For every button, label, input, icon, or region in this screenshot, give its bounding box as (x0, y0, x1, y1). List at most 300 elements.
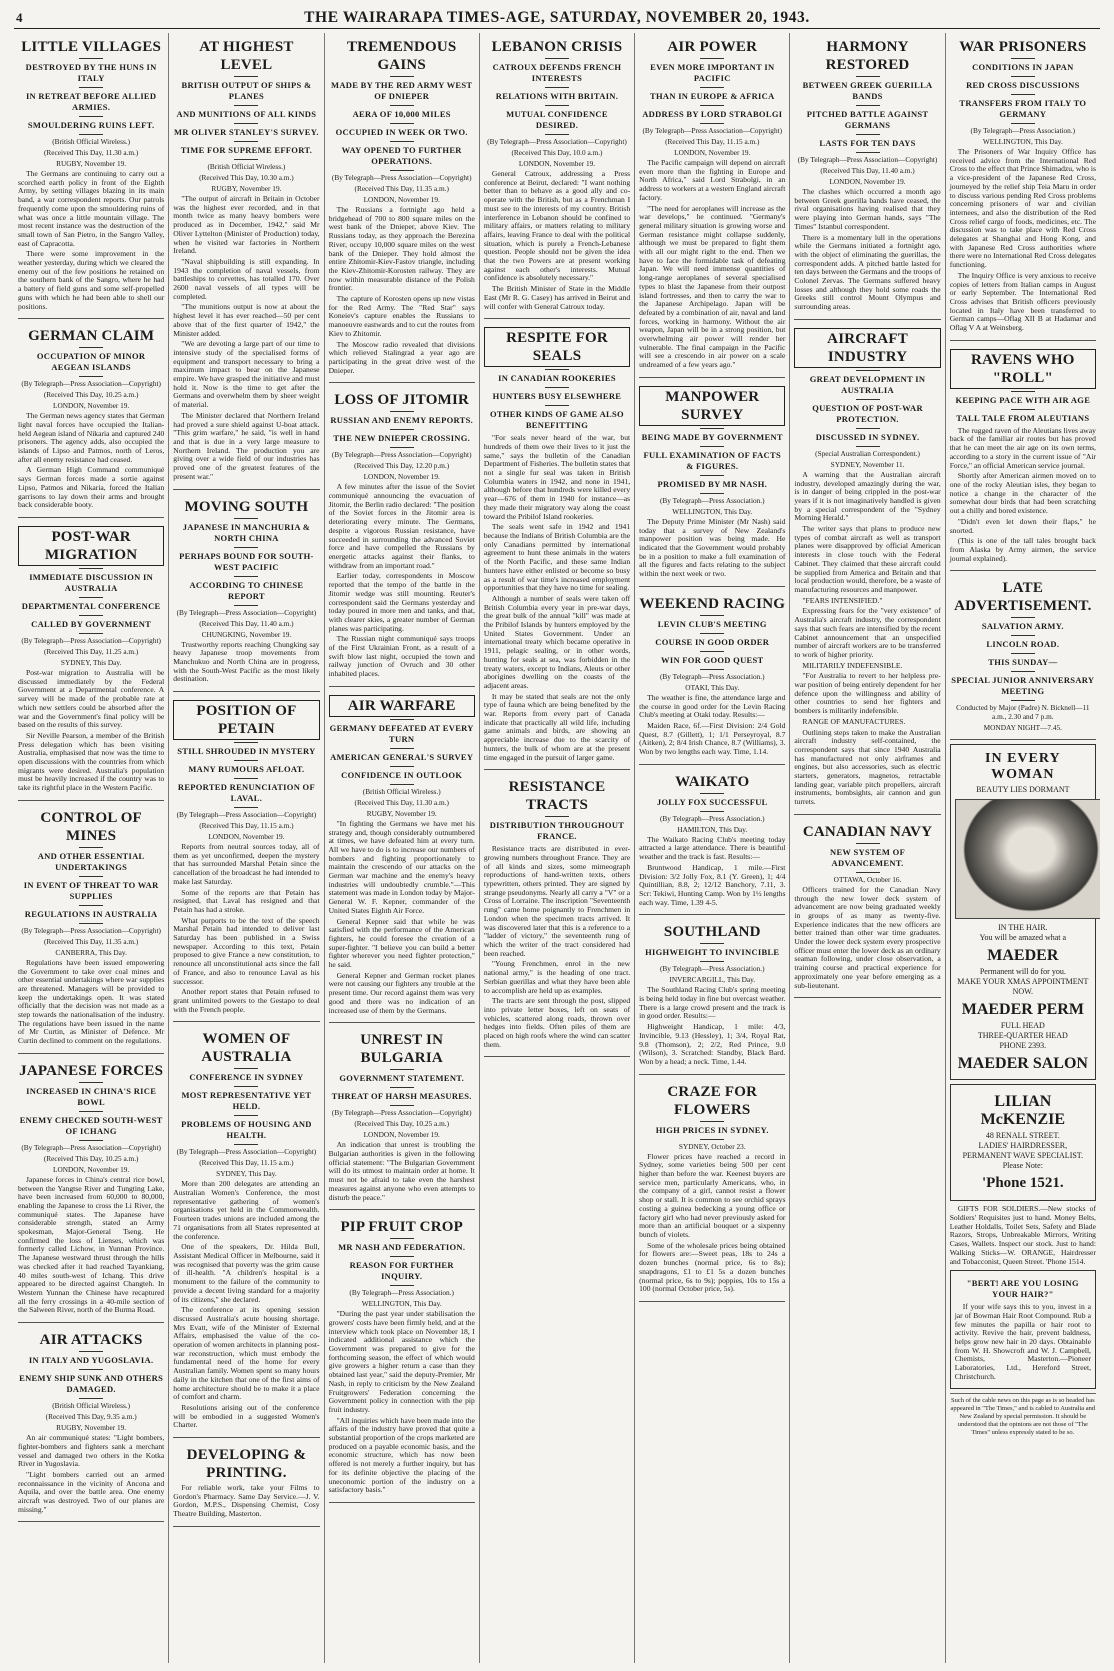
article-dateline: LONDON, November 19. (53, 401, 130, 411)
article-deck: BEING MADE BY GOVERNMENT (641, 431, 783, 442)
article-dateline: (Received This Day, 11.35 a.m.) (43, 936, 139, 946)
article (639, 918, 785, 1074)
article-paragraph: "During the past year under stabilisation the growers' costs have been firmly held, and at the interview which took place on November 18, I indicated additional assistance which the Government was prepared to give for the forthcoming season, the effect of which would give growers a higher return a case than they obtained last year," said the deputy-Premier, Mr Nash, in reply to criticism by the New Zealand Fruitgrowers' Federation concerning the Government policy in connection with the pip fruit industry. (328, 1309, 475, 1414)
deck-divider (700, 793, 724, 794)
ad-brand: LILIAN McKENZIE (980, 1093, 1066, 1129)
column-4 (480, 33, 635, 1663)
article-deck: IN EVENT OF THREAT TO WAR SUPPLIES (23, 879, 159, 901)
article-deck: LASTS FOR TEN DAYS (819, 138, 916, 148)
article-body (18, 170, 164, 311)
article-deck: EVEN MORE IMPORTANT IN PACIFIC (650, 62, 775, 83)
article-dateline: (By Telegraph—Press Association—Copyright) (797, 155, 938, 164)
article-dateline: (Received This Day, 11.30 a.m.) (43, 148, 139, 157)
deck-divider (79, 876, 103, 877)
article-dateline: (By Telegraph—Press Association—Copyright) (331, 450, 472, 460)
deck-divider (234, 159, 258, 160)
deck-divider (390, 76, 414, 77)
article (18, 1326, 164, 1522)
article-body (484, 170, 630, 311)
article-paragraph: An indication that unrest is troubling the Bulgarian authorities is given in the following official statement: "The Bulgarian Government will do its utmost to maintain order at home. It must not be afraid to take even the harshest measures against anyone who even attempts to disturb the peace." (328, 1140, 475, 1202)
article (794, 323, 940, 815)
article-dateline: (Received This Day, 11.15 a.m.) (199, 1158, 294, 1168)
deck-divider (545, 87, 569, 88)
article-body (639, 159, 785, 370)
article-paragraph: Although a number of seals were taken off British Columbia every year in pre-war days, the great bulk of the annual "kill" was made at the Pribilof Islands by hunters employed by the United States Government. Under an international treaty which became operative in 1911, pelagic sealing, or in other words, hunting for seals at sea, was forbidden in the treaty waters, except to Indians, Aleuts or other aborigines dwelling on the coasts of the adjacent areas. (483, 593, 631, 690)
deck-divider (700, 943, 724, 944)
deck-divider (856, 446, 880, 447)
article-paragraph: The seals went safe in 1942 and 1941 because the Indians of British Columbia are the only Canadians permitted by international agreement to hunt these animals in the waters of the North Pacific, and these same Indian hunters have either enlisted or become so busy as a result of war time's increased employment opportunities that they have no time for sealing. (483, 522, 631, 593)
article-body (18, 1176, 164, 1315)
article (329, 690, 475, 1023)
article-deck: MR OLIVER STANLEY'S SURVEY. (174, 127, 319, 137)
article-deck: MANY RUMOURS AFLOAT. (188, 764, 305, 775)
article-dateline: (British Official Wireless.) (207, 162, 286, 171)
article-dateline: (By Telegraph—Press Association—Copyright) (21, 635, 161, 645)
article-paragraph: "For Australia to revert to her helpless pre-war position of being entirely dependent for her defence upon the willingness and ability of other countries to send her fighters and bombers is militarily indefensible. (794, 671, 941, 716)
article-body (950, 427, 1096, 564)
article (173, 1025, 319, 1438)
article-deck: WAY OPENED TO FURTHER OPERATIONS. (341, 145, 462, 166)
article-dateline: SYDNEY, October 23. (678, 1141, 746, 1151)
article-deck: TIME FOR SUPREME EFFORT. (180, 145, 313, 155)
article (950, 33, 1096, 341)
article-paragraph: "All inquiries which have been made into the affairs of the industry have proved that quite a substantial proportion of the crops marketed are produced on a payable economic basis, and the economic structure, which has now been offered is not merely a further inquiry, but has for its definite objective the placing of the uneconomic portion of the industry on a satisfactory basis." (328, 1415, 475, 1495)
article-dateline: CANBERRA, This Day. (55, 947, 127, 957)
article-dateline: (By Telegraph—Press Association.) (970, 126, 1076, 135)
deck-divider (545, 58, 569, 59)
article-deck: JAPANESE IN MANCHURIA & NORTH CHINA (182, 521, 311, 543)
deck-divider (545, 105, 569, 106)
article-paragraph: A German High Command communiqué says German forces made a sortie against Lipso, Patmos and Nikaria, forced the Italian garrisons to lay down their arms and brought back considerable booty. (18, 465, 165, 510)
article-paragraph: "We are devoting a large part of our time to intensive study of the specialised forms of equipment and transport necessary to bring a maximum impact to bear on the Japanese empire. We have grasped the initiative and must hold it. Now is the time to get after the Germans and overwhelm them by sheer weight of material. (173, 339, 320, 410)
article-dateline: RUGBY, November 19. (211, 184, 282, 193)
article-dateline: (By Telegraph—Press Association—Copyright) (642, 126, 783, 135)
article-dateline: RUGBY, November 19. (56, 159, 127, 168)
article-dateline: (Received This Day, 11.30 a.m.) (354, 797, 449, 807)
article (484, 773, 630, 1057)
article-paragraph: The Deputy Prime Minister (Mr Nash) said today that a survey of New Zealand's manpower position was being made. He indicated that the Government would probably be in a position to make a full examination of all the figures and facts relating to the subject within the next week or two. (639, 516, 786, 579)
article-paragraph: Expressing fears for the "very existence" of Australia's aircraft industry, the correspondent says that such fears are intensified by the recent Cabinet announcement that an unspecified number of aircraft workers are to be transferred to work of higher priority. (794, 606, 941, 659)
article-headline: WOMEN OF AUSTRALIA (201, 1031, 292, 1066)
article-paragraph: It may be stated that seals are not the only type of fauna which are being benefited by the war. Reports from every part of Canada indicate that practically all wild life, including game animals and birds, are showing an appreciable increase due to the scarcity of hunters, the bulk of whom are at the present time engaged in the pursuit of larger game. (483, 691, 631, 762)
deck-divider (79, 1369, 103, 1370)
article-paragraph: The Moscow radio revealed that divisions which relieved Stalingrad a year ago are participating in the great drive west of the Dnieper. (328, 339, 475, 375)
article-dateline: (By Telegraph—Press Association—Copyright) (21, 925, 161, 935)
ad-headline: IN EVERY WOMAN (985, 751, 1061, 783)
article (329, 33, 475, 383)
deck-divider (234, 547, 258, 548)
article-dateline: (British Official Wireless.) (52, 1401, 131, 1411)
article-body (950, 148, 1096, 333)
deck-divider (700, 811, 724, 812)
article-dateline: Conducted by Major (Padre) N. Bicknell—11 a.m., 2.30 and 7 p.m. (956, 703, 1090, 722)
deck-divider (79, 847, 103, 848)
article (18, 322, 164, 518)
article-deck: PROMISED BY MR NASH. (657, 478, 768, 489)
article-deck: CATROUX DEFENDS FRENCH INTERESTS (492, 62, 622, 83)
ad-brand: MAEDER PERM (961, 1001, 1084, 1019)
deck-divider (1011, 123, 1035, 124)
deck-divider (234, 1115, 258, 1116)
deck-divider (79, 116, 103, 117)
deck-divider (390, 429, 414, 430)
article-dateline: (By Telegraph—Press Association.) (659, 813, 765, 823)
article-paragraph: Some of the reports are that Petain has resigned, that Laval has resigned and that Petain has had a stroke. (173, 887, 320, 914)
ad-brand: MAEDER (987, 947, 1059, 965)
article-dateline: SYDNEY, This Day. (216, 1169, 277, 1179)
article-body (639, 518, 785, 579)
article-deck: ENEMY CHECKED SOUTH-WEST OF ICHANG (19, 1114, 163, 1136)
article-deck: KEEPING PACE WITH AIR AGE (955, 394, 1091, 405)
article-paragraph: MILITARILY INDEFENSIBLE. (802, 660, 903, 670)
article-deck: COURSE IN GOOD ORDER (655, 636, 770, 647)
article-deck: SPECIAL JUNIOR ANNIVERSARY MEETING (951, 675, 1095, 697)
deck-divider (79, 87, 103, 88)
ad-text: Please Note: (1002, 1161, 1043, 1171)
article (794, 33, 940, 320)
article-body (794, 188, 940, 312)
deck-divider (700, 428, 724, 429)
article-headline: AIRCRAFT INDUSTRY (794, 328, 940, 368)
article-paragraph: Shortly after American airmen moved on to one of the rocky Aleutian isles, they began to notice a change in the character of the somewhat dour birds that had been scratching out a chilly and bored existence. (949, 471, 1096, 516)
article-paragraph: Japanese forces in China's central rice bowl, between the Yangtse River and Tungting Lake, have been increased from 60,000 to 80,000, enabling the Japanese to cross the Li River, the communiqué states. The Japanese have considerable strength, stated an Army spokesman, Major-General Tseng. He confirmed the loss of Lienses, which was formerly called Lichow, in Yunnan Province. The Japanese westward thrust through the hills was checked after it had reached Tayankiang, 40 miles south-west of Ichang. This drive appeared to be directed against Changteh. In Western Yunnan the Chinese have recaptured all the ferry crossings in a 40-mile section of the Salween River, north of the Burma Road. (18, 1174, 165, 1315)
article-dateline: (By Telegraph—Press Association—Copyright) (176, 607, 317, 617)
article-headline: RESISTANCE TRACTS (508, 779, 606, 814)
deck-divider (1011, 58, 1035, 59)
article-paragraph: The German news agency states that German light naval forces have occupied the Italian-held Aegean island of Nikaria and captured 240 prisoners. The agency adds, also occupied the islands of Lipso and Patmos, north of Leros, after all enemy resistance had ceased. (18, 411, 165, 464)
article-dateline: (British Official Wireless.) (362, 786, 441, 796)
article-headline: RAVENS WHO "ROLL" (950, 349, 1096, 389)
column-3 (325, 33, 480, 1663)
article-dateline: LONDON, November 19. (363, 1130, 440, 1140)
column-6 (790, 33, 945, 1663)
article-body (173, 641, 319, 685)
deck-divider (234, 807, 258, 808)
article-paragraph: Trustworthy reports reaching Chungking say heavy Japanese troop movements from Manchukuo and North China are in progress, with the South-West Pacific as the most likely destination. (173, 639, 320, 684)
deck-divider (390, 447, 414, 448)
article-paragraph: Another report states that Petain refused to grant unlimited powers to the Gestapo to deal with the French people. (173, 987, 320, 1014)
article-paragraph: The Prisoners of War Inquiry Office has received advice from the International Red Cross to the effect that Prince Shimadzu, who is a vice-president of the Japanese Red Cross, journeyed by the relief ship Teia Maru in order to discuss various pending Red Cross problems concerning prisoners of war and civilian internees, and also the distribution of the Red Cross relief cargo of foods, medicines, etc. The discussion was to take place with Red Cross delegates at Shanghai and Hong Kong, and with Japanese Red Cross authorities where there were no International Red Cross delegates functioning. (949, 147, 1096, 270)
article-dateline: WELLINGTON, This Day. (361, 1299, 442, 1309)
ad-text: FULL HEAD (1000, 1021, 1045, 1031)
article-headline: AIR ATTACKS (39, 1332, 143, 1349)
deck-divider (390, 719, 414, 720)
article-dateline: (Special Australian Correspondent.) (815, 448, 920, 458)
deck-divider (234, 742, 258, 743)
article-dateline: (Received This Day, 11.40 a.m.) (199, 618, 294, 628)
article-body (484, 845, 630, 1049)
article-deck: STILL SHROUDED IN MYSTERY (177, 746, 316, 757)
article (639, 590, 785, 765)
article-deck: CONFIDENCE IN OUTLOOK (341, 769, 463, 780)
article-paragraph: There is a momentary lull in the operations while the Germans initiated a fortnight ago, with the object of eliminating the guerillas, the correspondent adds. A pitched battle lasted for ten days between the Germans and the troops of Colonel Zervas. The Germans suffered heavy losses and although they hold some roads the Greeks still control Mount Olympus and surrounding areas. (794, 232, 941, 312)
article-deck: MOST REPRESENTATIVE YET HELD. (181, 1090, 312, 1112)
deck-divider (390, 1069, 414, 1070)
article-deck: WIN FOR GOOD QUEST (661, 654, 764, 665)
article-deck: ENEMY SHIP SUNK AND OTHERS DAMAGED. (19, 1373, 164, 1395)
deck-divider (545, 405, 569, 406)
article-body (329, 1141, 475, 1202)
article-dateline: (By Telegraph—Press Association.) (659, 671, 765, 681)
column-1 (14, 33, 169, 1663)
article-deck: HIGH PRICES IN SYDNEY. (655, 1124, 769, 1135)
article-dateline: (By Telegraph—Press Association.) (659, 495, 765, 505)
article-body (18, 412, 164, 510)
article-dateline: WELLINGTON, This Day. (672, 506, 753, 516)
ad-paragraph: GIFTS FOR SOLDIERS.—New stocks of Soldiers' Requisites just to hand. Money Belts, Leather Holdalls, Toilet Sets, Safety and Blade Razors, Strops, Unbreakable Mirrors, Writing Cases, Wallets. Inspect our stock. Just to hand: Walking Sticks—W. ORANGE, Hairdresser and Tobacconist, Queen Street. 'Phone 1514. (949, 1204, 1096, 1266)
article-paragraph: The Russian night communiqué says troops of the First Ukrainian Front, as a result of a swift blow last night, occupied the town and railway junction of Ovruch and 30 other inhabited places. (328, 634, 475, 679)
article-paragraph: The rugged raven of the Aleutians lives away back of the familiar air routes but has proved that he can meet the air age on its own terms, according to a story in the current issue of "Air Force," an official American service journal. (949, 425, 1096, 470)
article-headline: MOVING SOUTH (184, 498, 309, 515)
article-dateline: SYDNEY, November 11. (830, 459, 905, 469)
article-deck: IN ITALY AND YUGOSLAVIA. (28, 1355, 154, 1366)
deck-divider (234, 518, 258, 519)
article-paragraph: Regulations have been issued empowering the Government to take over coal mines and other essential undertakings where war supplies are threatened. Managers will be provided to keep the undertakings open. It was stated officially that the decision was not made as a step towards the nationalisation of the industry. The regulations have been issued in the name of Mr Curtin, as Minister of Defence. Mr Curtin declined to comment on the regulations. (18, 957, 165, 1046)
hair-compound-ad (950, 1270, 1096, 1388)
article-dateline: SYDNEY, This Day. (60, 657, 122, 667)
article-paragraph: The tracts are sent through the post, slipped into private letter boxes, left on seats of vehicles, scattered along roads, thrown over hedges into fields. Often piles of them are placed on high roofs where the wind can scatter them. (483, 996, 631, 1049)
masthead-title: THE WAIRARAPA TIMES-AGE, SATURDAY, NOVEMBER 20, 1943. (304, 9, 810, 26)
article (329, 1026, 475, 1210)
article-paragraph: "For seals never heard of the war, but hundreds of them owe their lives to it just the same," says the bulletin of the Canadian Department of Fisheries. The bulletin states that not a single fur seal was taken in British Columbia waters in 1942, and none in 1941, although before that hundreds were killed every year—676 of them in 1940 for instance—as they made their migratory way along the coast toward the Pribilof Island rookeries. (483, 433, 631, 521)
deck-divider (79, 1351, 103, 1352)
article-headline: CANADIAN NAVY (802, 823, 933, 840)
article-deck: RUSSIAN AND ENEMY REPORTS. (330, 415, 474, 426)
article-dateline: LONDON, November 19. (363, 472, 440, 482)
ad-text: PHONE 2393. (999, 1041, 1047, 1051)
article-paragraph: (This is one of the tall tales brought back from Alaska by Army airmen, the service journal explained). (949, 536, 1096, 563)
times-copyright-note: Such of the cable news on this page as is so headed has appeared in "The Times," and is cabled to Australia and New Zealand by special permission. It should be understood that the opinions are not those of "The Times" unless expressly stated to be so. (950, 1393, 1096, 1437)
article-paragraph: More than 200 delegates are attending an Australian Women's Conference, the most representative gathering of women's organisations yet held in the Commonwealth. Fourteen trades unions are included among the 71 organisations from all States represented at the conference. (173, 1179, 320, 1241)
article-deck: GREAT DEVELOPMENT IN AUSTRALIA (809, 373, 926, 395)
article-paragraph: Resistance tracts are distributed in ever-growing numbers throughout France. They are of all kinds and sizes, some mimeograph reproductions of hand-written texts, others typewritten, others printed. They are signed by strange pseudonyms. Nearly all carry a "V" or a Cross of Lorraine. The inscription "Seventeenth rung" came home poignantly to Frenchmen in London when the specimen tracts arrived. It was discovered later that this is a reference to a "ladder of victory," the seventeenth rung of which the writer of the tract considered had been reached. (483, 844, 631, 958)
article-body (639, 694, 785, 757)
article-deck: REASON FOR FURTHER INQUIRY. (349, 1260, 454, 1282)
article-dateline: (By Telegraph—Press Association—Copyright) (176, 810, 317, 820)
ad-phone: 'Phone 1521. (981, 1175, 1064, 1192)
deck-divider (390, 1285, 414, 1286)
article-deck: OTHER KINDS OF GAME ALSO BENEFITTING (490, 409, 624, 431)
deck-divider (234, 141, 258, 142)
article-body (329, 1310, 475, 1495)
article-headline: AT HIGHEST LEVEL (199, 39, 294, 73)
deck-divider (79, 1398, 103, 1399)
article-dateline: (Received This Day, 12.20 p.m.) (354, 461, 450, 471)
deck-divider (700, 105, 724, 106)
article-headline: WAR PRISONERS (959, 39, 1087, 55)
ad-headline: "BERT! ARE YOU LOSING YOUR HAIR?" (966, 1278, 1079, 1300)
article-headline: HARMONY RESTORED (825, 39, 910, 73)
deck-divider (700, 87, 724, 88)
deck-divider (234, 605, 258, 606)
deck-divider (234, 1086, 258, 1087)
article-dateline: (By Telegraph—Press Association.) (659, 964, 765, 974)
article-paragraph: The clashes which occurred a month ago between Greek guerilla bands have ceased, the rival organisations having realised that they were playing into German hands, says "The Times" Istanbul correspondent. (794, 187, 941, 231)
article-dateline: (By Telegraph—Press Association—Copyright) (487, 137, 627, 146)
article-dateline: (Received This Day, 10.30 a.m.) (199, 173, 294, 182)
article (18, 804, 164, 1054)
deck-divider (390, 784, 414, 785)
article-paragraph: The capture of Korosten opens up new vistas for the Red Army. The "Red Star" says Koneiev's capture enables the Russians to manoeuvre eastwards and to cut the routes from Kiev to Zhitomir. (328, 294, 475, 338)
article (173, 493, 319, 693)
deck-divider (1011, 700, 1035, 701)
article-deck: OCCUPIED IN WEEK OR TWO. (335, 127, 468, 137)
article-headline: TREMENDOUS GAINS (346, 39, 457, 73)
deck-divider (856, 428, 880, 429)
article-deck: CONDITIONS IN JAPAN (972, 62, 1074, 72)
article-dateline: (Received This Day, 10.25 a.m.) (354, 1119, 450, 1129)
article (173, 1441, 319, 1527)
article-deck: MUTUAL CONFIDENCE DESIRED. (506, 109, 608, 130)
article-paragraph: One of the speakers, Dr. Hilda Bull, Assistant Medical Officer in Melbourne, said it was recognised that poverty was the grim cause of ill-health. "A children's hospital is a monument to the failure of the community to provide a decent living standard for a majority of its citizens," she declared. (173, 1242, 320, 1304)
deck-divider (79, 568, 103, 569)
deck-divider (1011, 94, 1035, 95)
deck-divider (79, 1111, 103, 1112)
article-dateline: (Received This Day, 9.35 a.m.) (45, 1412, 137, 1422)
page-number: 4 (16, 10, 23, 25)
article-paragraph: "Young Frenchmen, enrol in the new national army," is the heading of one tract. Serbian guerillas and what they have been able to accomplish are held up as examples. (483, 959, 631, 995)
article-paragraph: General Catroux, addressing a Press conference at Beirut, declared: "I want nothing better than to behave as a good ally and co-operate with the British, but as a Frenchman I must see to the interests of my country. British interference in Lebanon should be confined to military affairs, or matters relating to military affairs, leaving France to deal with the political situation, which is purely a French-Lebanese question. People should not be given the idea that the two Powers are at present working against each other's interests. Mutual confidence is absolutely necessary." (483, 169, 631, 283)
article-deck: AMERICAN GENERAL'S SURVEY (330, 751, 474, 762)
maeder-salon-ad (950, 744, 1096, 1080)
article-body (18, 959, 164, 1046)
article-dateline: WELLINGTON, This Day. (982, 137, 1063, 146)
deck-divider (700, 615, 724, 616)
article-body (639, 1153, 785, 1294)
deck-divider (700, 1139, 724, 1140)
deck-divider (234, 76, 258, 77)
ad-text: You will be amazed what a (979, 933, 1067, 943)
article-dateline: LONDON, November 19. (208, 832, 285, 842)
article-headline: CRAZE FOR FLOWERS (667, 1083, 758, 1118)
deck-divider (1011, 76, 1035, 77)
article-deck: HIGHWEIGHT TO INVINCIBLE (645, 947, 780, 958)
deck-divider (700, 475, 724, 476)
article-paragraph: "The output of aircraft in Britain in October was the highest ever recorded, and in that month twice as many heavy bombers were produced as in December, 1942," said Mr Oliver Lyttelton (Minister of Production) today, when he visited war factories in Northern Ireland. (173, 194, 320, 256)
article-headline: LITTLE VILLAGES (21, 39, 162, 55)
deck-divider (545, 134, 569, 135)
article-paragraph: The Pacific campaign will depend on aircraft even more than the fighting in Europe and North Africa," said Lord Strabolgi, in an address to workers at a western England aircraft factory. (639, 158, 786, 202)
article (329, 386, 475, 686)
ad-text: MAKE YOUR XMAS APPOINTMENT NOW. (957, 977, 1089, 997)
article-body (329, 820, 475, 1015)
article-dateline: CHUNGKING, November 19. (201, 629, 292, 639)
article-headline: AIR WARFARE (329, 695, 475, 717)
article-paragraph: General Kepner and German rocket planes were not causing our fighters any trouble at the present time. Our record against them was very good and there was no indication of an increased use of them by the Germans. (328, 970, 475, 1015)
article-paragraph: "The need for aeroplanes will increase as the war develops," he continued. "Germany's general military situation is growing worse and German resistance might collapse suddenly, although we must be prepared to fight them with all our might right to the end. Then we have to face the formidable task of defeating Japan. We will need immense quantities of long-range aeroplanes of several specialised types to blast the Japanese from their outpost island fortresses, and then to carry the war to the Japanese Archipelago. Japan will be defeated by a combination of air, naval and land forces, working in harmony. Without the air weapon, Japan will be in a strong position, but overwhelming air power will render her vulnerable. The final campaign in the Pacific will see a crescendo in air power on a scale undreamed of a few years ago." (639, 203, 786, 370)
article-body (173, 843, 319, 1014)
article-dateline: (By Telegraph—Press Association—Copyright) (21, 379, 161, 389)
article-deck: PERHAPS BOUND FOR SOUTH-WEST PACIFIC (179, 550, 314, 572)
article-dateline: (Received This Day, 11.25 a.m.) (43, 646, 139, 656)
article-paragraph: Maiden Race, 6f.—First Division: 2/4 Gold Quest, 8.7 (Gillett), 1; 1/1 Perseyroyal, 8.7 (Aitken), 2; 8/4 Irish Chance, 8.7 (Williams), 3. Won by two lengths each way. Time, 1.14. (639, 720, 786, 757)
article-dateline: (British Official Wireless.) (52, 137, 131, 146)
ad-text: THREE-QUARTER HEAD (977, 1031, 1068, 1041)
deck-divider (79, 376, 103, 377)
article (639, 1078, 785, 1302)
article-paragraph: Flower prices have reached a record in Sydney, some varieties being 500 per cent higher than before the war. Keenest buyers are service men, particularly Americans, who, in the company of a girl, cannot resist a flower shop or stall. It is common to see orchid sprays costing a guinea bedecking a young office or factory girl who had never previously asked for more than an artificial bouquet or a sixpenny bunch of violets. (639, 1151, 786, 1239)
deck-divider (79, 615, 103, 616)
deck-divider (79, 1082, 103, 1083)
article-deck: HUNTERS BUSY ELSEWHERE (492, 391, 622, 402)
article-deck: REGULATIONS IN AUSTRALIA (24, 908, 158, 919)
deck-divider (1011, 409, 1035, 410)
deck-divider (856, 152, 880, 153)
article-body (639, 836, 785, 908)
deck-divider (700, 58, 724, 59)
article-deck: DISCUSSED IN SYDNEY. (815, 431, 920, 442)
article-headline: POSITION OF PETAIN (173, 700, 319, 740)
article-deck: DISTRIBUTION THROUGHOUT FRANCE. (489, 820, 625, 842)
article-headline: LEBANON CRISIS (491, 39, 623, 55)
article-headline: JAPANESE FORCES (19, 1062, 164, 1079)
column-2 (169, 33, 324, 1663)
article-paragraph: The Southland Racing Club's spring meeting is being held today in fine but overcast weather. There is a large crowd present and the track is in good order. Results:— (639, 985, 786, 1021)
article (639, 381, 785, 587)
article-deck: DESTROYED BY THE HUNS IN ITALY (25, 62, 157, 83)
article-dateline: OTAKI, This Day. (685, 682, 740, 692)
deck-divider (1011, 671, 1035, 672)
deck-divider (1011, 635, 1035, 636)
article-headline: WEEKEND RACING (639, 595, 786, 612)
article (329, 1213, 475, 1503)
article-deck: REPORTED RENUNCIATION OF LAVAL. (177, 782, 315, 804)
article-deck: PITCHED BATTLE AGAINST GERMANS (806, 109, 929, 130)
deck-divider (390, 141, 414, 142)
deck-divider (856, 843, 880, 844)
article-paragraph: "In fighting the Germans we have met his strategy and, though considerably outnumbered at times, we have defeated him at every turn. All we have to do is to increase our numbers of bombers and fighting proportionately to maintain the crescendo of our attacks on the German war machine and the enemy's heavy industries will undoubtedly crumble."—This statement was made in London today by Major-General W. F. Kepner, commander of the United States Eighth Air Force. (328, 818, 475, 915)
deck-divider (390, 1238, 414, 1239)
deck-divider (79, 633, 103, 634)
article-deck: IN CANADIAN ROOKERIES (498, 373, 616, 384)
column-5 (635, 33, 790, 1663)
article-headline: PIP FRUIT CROP (340, 1219, 463, 1236)
deck-divider (700, 446, 724, 447)
deck-divider (700, 961, 724, 962)
article (18, 521, 164, 801)
article-paragraph: RANGE OF MANUFACTURES. (802, 716, 906, 726)
deck-divider (390, 748, 414, 749)
article-body (484, 434, 630, 762)
article (639, 33, 785, 378)
article (950, 344, 1096, 572)
article-headline: GERMAN CLAIM (28, 328, 155, 345)
ad-paragraph: If your wife says this to you, invest in a jar of Bowman Hair Root Compound. Rub a few minutes the papilla or hair root to activity. Revive the hair, prevent baldness, helps grow new hair in 20 days. Obtainable from W. H. Showcroft and W. J. Campbell, Chemists, Masterton.—Pioneer Laboratories, Ltd., Hereford Street, Christchurch. (954, 1302, 1091, 1381)
woman-portrait-photo (955, 799, 1100, 919)
deck-divider (79, 58, 103, 59)
article-paragraph: The British Minister of State in the Middle East (Mr R. G. Casey) has arrived in Beirut and will confer with General Catroux today. (483, 284, 631, 311)
article-headline: LOSS OF JITOMIR (334, 392, 470, 409)
article-deck: TALL TALE FROM ALEUTIANS (956, 412, 1090, 423)
ad-subheadline: BEAUTY LIES DORMANT (976, 785, 1070, 795)
article-headline: CONTROL OF MINES (40, 809, 142, 844)
deck-divider (1011, 391, 1035, 392)
article-paragraph: The Minister declared that Northern Ireland had proved a sure shield against U-boat attack. "This grim warfare," he said, "is well in hand and that is due in a very large measure to Northern Ireland. The production you are giving over a wide field of our industries has proved one of the greatest features of the present war." (173, 410, 320, 481)
deck-divider (545, 369, 569, 370)
article-body (18, 669, 164, 793)
deck-divider (234, 1068, 258, 1069)
article-deck: AERA OF 10,000 MILES (352, 109, 451, 119)
deck-divider (1011, 653, 1035, 654)
deck-divider (856, 105, 880, 106)
article (173, 33, 319, 490)
article-deck: AND MUNITIONS OF ALL KINDS (176, 109, 317, 119)
article-dateline: LONDON, November 19. (674, 148, 751, 157)
article-paragraph: Resolutions arising out of the conference will be embodied in a suggested Women's Charter. (173, 1402, 320, 1430)
article (173, 695, 319, 1022)
article-paragraph: Bruntwood Handicap, 1 mile.—First Division: 3/2 Jolly Fox, 8.1 (Y. Green), 1; 4/4 Quintillian, 8.8, 2; 12/12 Banchory, 7.11, 3. Scr: Tekiwi, Hunting Camp. Won by 1½ lengths each way. Time, 1.39 4-5. (639, 862, 786, 907)
article-deck: THE NEW DNIEPER CROSSING. (333, 433, 471, 444)
